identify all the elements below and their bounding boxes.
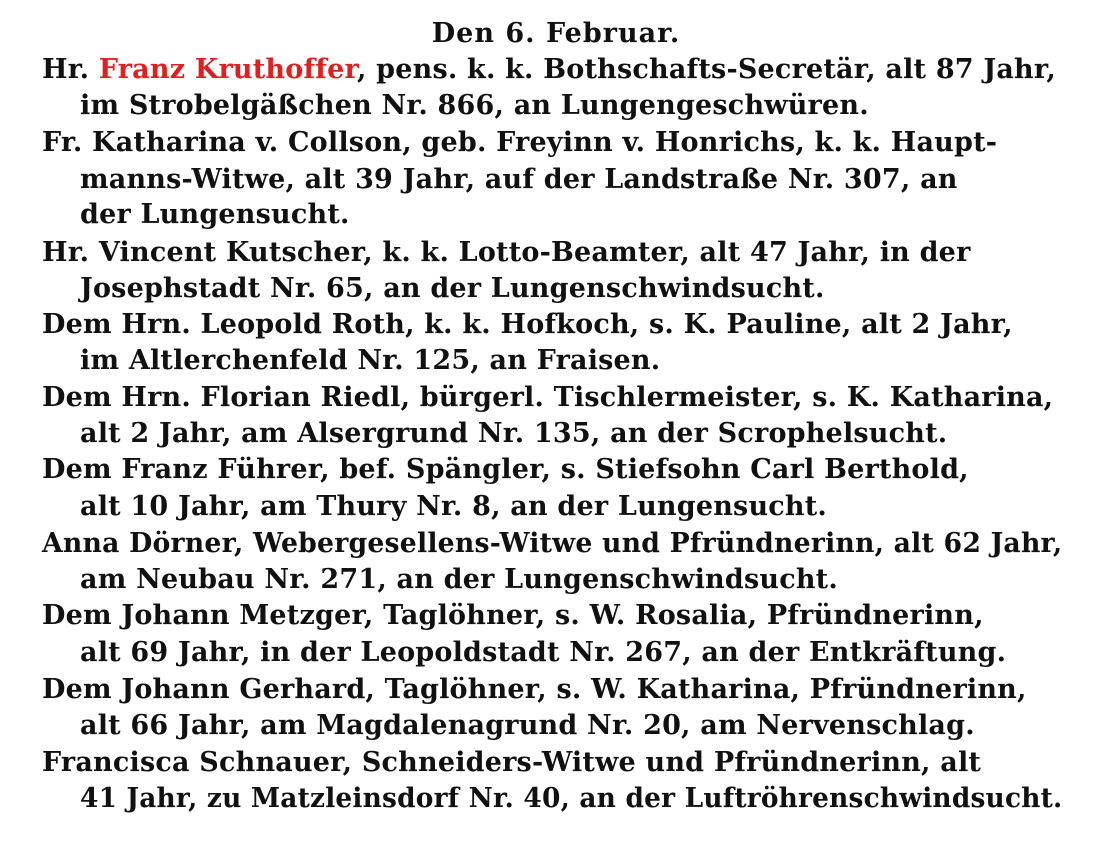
entry-line: am Neubau Nr. 271, an der Lungenschwindsucht. — [80, 564, 838, 595]
entry-line: der Lungensucht. — [80, 199, 350, 230]
entry-line: 41 Jahr, zu Matzleinsdorf Nr. 40, an der Luftröhrenschwindsucht. — [80, 783, 1063, 814]
entry-line: alt 10 Jahr, am Thury Nr. 8, an der Lungensucht. — [80, 491, 828, 522]
entry-line: Dem Johann Metzger, Taglöhner, s. W. Rosalia, Pfründnerinn, — [42, 600, 984, 631]
entry-line: Francisca Schnauer, Schneiders-Witwe und Pfründnerinn, alt — [42, 747, 982, 778]
entry-line: Dem Johann Gerhard, Taglöhner, s. W. Katharina, Pfründnerinn, — [42, 674, 1027, 705]
entry-text: , pens. k. k. Bothschafts-Secretär, alt 87 Jahr, — [356, 54, 1056, 85]
entry-line: im Strobelgäßchen Nr. 866, an Lungengeschwüren. — [80, 90, 869, 121]
entry-line: Fr. Katharina v. Collson, geb. Freyinn v. Honrichs, k. k. Haupt- — [42, 127, 998, 158]
entry-line: alt 2 Jahr, am Alsergrund Nr. 135, an der Scrophelsucht. — [80, 418, 948, 449]
entry-line: Hr. Vincent Kutscher, k. k. Lotto-Beamter, alt 47 Jahr, in der — [42, 237, 971, 268]
entry-prefix: Hr. — [42, 54, 99, 85]
entry-line: Dem Hrn. Florian Riedl, bürgerl. Tischlermeister, s. K. Katharina, — [42, 382, 1054, 413]
highlighted-name: Franz Kruthoffer — [98, 54, 357, 85]
entry-line — [42, 56, 1056, 83]
date-heading: Den 6. Februar. — [431, 18, 681, 49]
entry-line: Anna Dörner, Webergesellens-Witwe und Pfründnerinn, alt 62 Jahr, — [42, 528, 1063, 559]
entry-line: alt 66 Jahr, am Magdalenagrund Nr. 20, am Nervenschlag. — [80, 710, 975, 741]
entry-line: Dem Hrn. Leopold Roth, k. k. Hofkoch, s. K. Pauline, alt 2 Jahr, — [42, 309, 1013, 340]
entry-line: Josephstadt Nr. 65, an der Lungenschwindsucht. — [80, 273, 825, 304]
entry-line: manns-Witwe, alt 39 Jahr, auf der Landstraße Nr. 307, an — [80, 164, 958, 195]
entry-line: alt 69 Jahr, in der Leopoldstadt Nr. 267, an der Entkräftung. — [80, 637, 1007, 668]
entry-line: im Altlerchenfeld Nr. 125, an Fraisen. — [80, 345, 661, 376]
entry-line: Dem Franz Führer, bef. Spängler, s. Stiefsohn Carl Berthold, — [42, 454, 969, 485]
